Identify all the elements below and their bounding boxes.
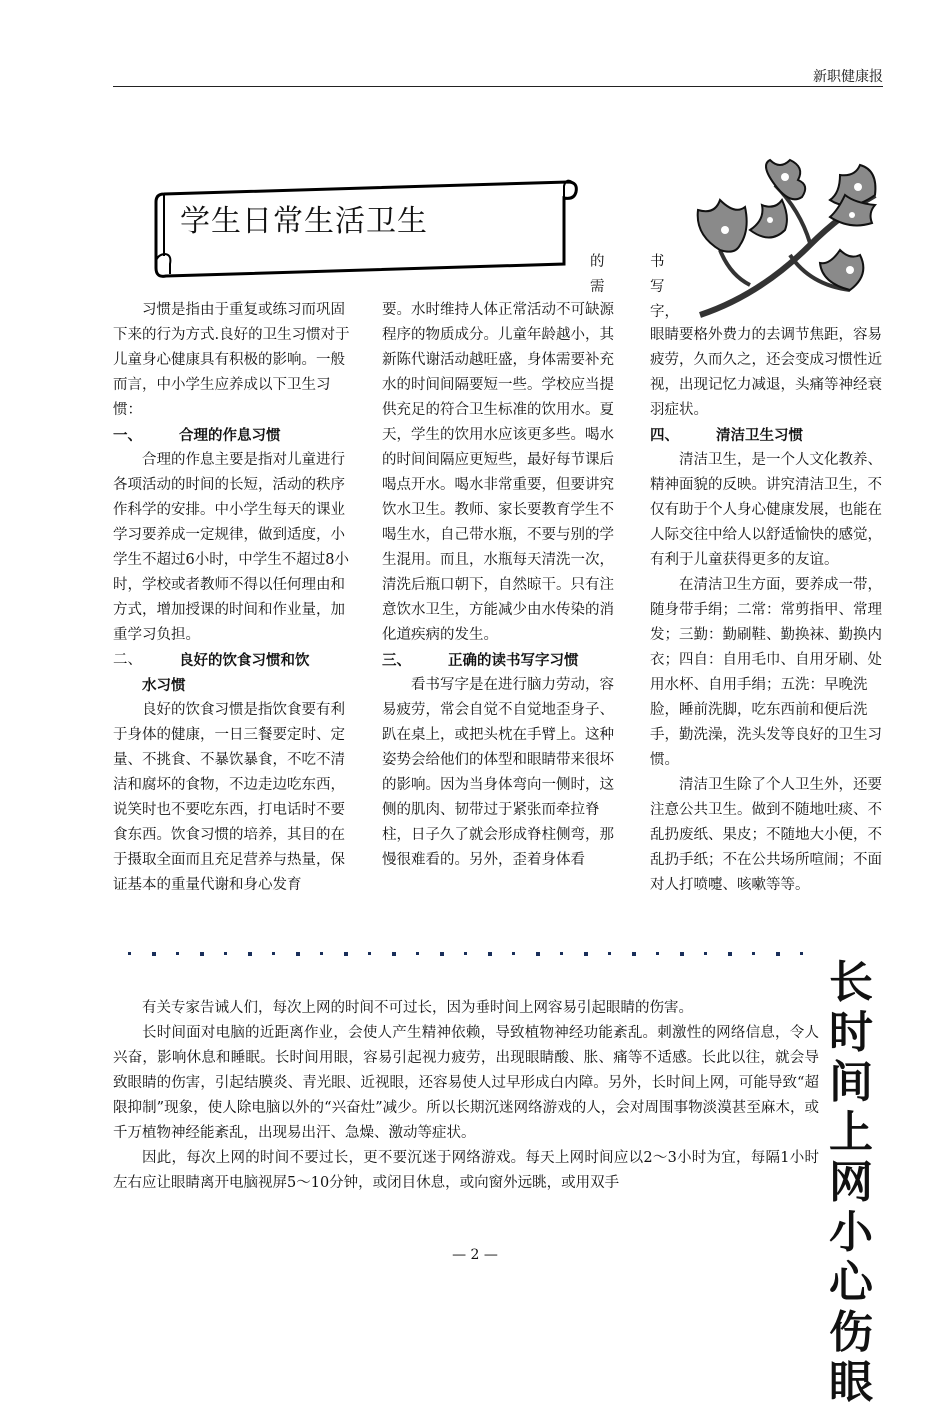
internet-eye-article — [113, 996, 819, 1196]
section-title: 清洁卫生习惯 — [716, 427, 803, 444]
section-heading — [113, 423, 353, 448]
paragraph: 有关专家告诫人们，每次上网的时间不可过长，因为垂时间上网容易引起眼睛的伤害。 — [142, 1000, 693, 1016]
newspaper-title: 新职健康报 — [813, 69, 883, 85]
section-title-continued: 水习惯 — [142, 677, 186, 694]
section-title: 合理的作息习惯 — [179, 427, 281, 444]
paragraph: 清洁卫生除了个人卫生外，还要注意公共卫生。做到不随地吐痰、不乱扔废纸、果皮；不随地大小便，不乱扔手纸；不在公共场所喧闹；不面对人打喷嚏、咳嗽等等。 — [650, 777, 882, 893]
article-column-1 — [113, 298, 353, 898]
paragraph: 要。水时维持人体正常活动不可缺源程序的物质成分。儿童年龄越小，其新陈代谢活动越旺盛，身体需要补充水的时间间隔要短一些。学校应当提供充足的符合卫生标准的饮用水。夏天，学生的饮用水应该更多些。喝水的时间间隔应更短些，最好每节课后喝点开水。喝水非常重要，但要讲究饮水卫生。教师、家长要教育学生不喝生水，自己带水瓶，不要与别的学生混用。而且，水瓶每天清洗一次，清洗后瓶口朝下，自然晾干。只有注意饮水卫生，方能减少由水传染的消化道疾病的发生。 — [382, 302, 614, 643]
paragraph: 清洁卫生，是一个人文化教养、精神面貌的反映。讲究清洁卫生，不仅有助于个人身心健康发展，也能在人际交往中给人以舒适愉快的感觉，有利于儿童获得更多的友谊。 — [650, 452, 882, 568]
title-char: 长 — [829, 957, 873, 1008]
page-number: — 2 — — [452, 1247, 498, 1263]
title-scroll-banner — [150, 172, 580, 284]
title-char: 时 — [829, 1007, 873, 1058]
title-char: 伤 — [829, 1307, 873, 1358]
title-char: 上 — [829, 1107, 873, 1158]
paragraph: 长时间面对电脑的近距离作业，会使人产生精神依赖，导致植物神经功能紊乱。刺激性的网络信息，令人兴奋，影响休息和睡眠。长时间用眼，容易引起视力疲劳，出现眼睛酸、胀、痛等不适感。长此以往，就会导致眼睛的伤害，引起结膜炎、青光眼、近视眼，还容易使人过早形成白内障。另外，长时间上网，可能导致“超限抑制”现象，使人除电脑以外的“兴奋灶”减少。所以长期沉迷网络游戏的人，会对周围事物淡漠甚至麻木，或千万植物神经能紊乱，出现易出汗、急燥、激动等症状。 — [113, 1025, 819, 1141]
paragraph: 眼睛要格外费力的去调节焦距，容易疲劳，久而久之，还会变成习惯性近视，出现记忆力减退，头痛等神经衰羽症状。 — [650, 327, 882, 418]
paragraph: 合理的作息主要是指对儿童进行各项活动的时间的长短，活动的秩序作科学的安排。中小学生每天的课业学习要养成一定规律，做到适度，小学生不超过6小时，中学生不超过8小时，学校或者教师不得以任何理由和方式，增加授课的时间和作业量，加重学习负担。 — [113, 452, 349, 643]
article-title: 学生日常生活卫生 — [180, 204, 428, 239]
leaf-clipart-icon — [690, 155, 880, 320]
article-column-3 — [650, 298, 890, 898]
article-column-2 — [382, 298, 622, 873]
section-heading — [382, 648, 622, 673]
section-number: 三、 — [382, 652, 411, 669]
title-char: 间 — [829, 1057, 873, 1108]
intro-paragraph: 习惯是指由于重复或练习而巩固下来的行为方式.良好的卫生习惯对于儿童身心健康具有积极的影响。一般而言，中小学生应养成以下卫生习惯： — [113, 302, 350, 418]
paragraph: 良好的饮食习惯是指饮食要有利于身体的健康，一日三餐要定时、定量、不挑食、不暴饮暴食，不吃不清洁和腐坏的食物，不边走边吃东西，说笑时也不要吃东西，打电话时不要食东西。饮食习惯的培养，其目的在于摄取全面而且充足营养与热量，保证基本的重量代谢和身心发育 — [113, 702, 345, 893]
section-heading — [650, 423, 890, 448]
stray-char: 的 — [590, 254, 605, 270]
section-number: 一、 — [113, 427, 142, 444]
title-char: 眼 — [829, 1357, 873, 1408]
paragraph: 因此，每次上网的时间不要过长，更不要沉迷于网络游戏。每天上网时间应以2～3小时为宜，每隔1小时左右应让眼睛离开电脑视屏5～10分钟，或闭目休息，或向窗外远眺，或用双手 — [113, 1150, 819, 1191]
title-char: 网 — [829, 1157, 873, 1208]
page-header — [113, 66, 883, 87]
stray-char: 写 — [650, 279, 665, 295]
paragraph: 在清洁卫生方面，要养成一带，随身带手绢；二常：常剪指甲、常理发；三勤：勤刷鞋、勤换袜、勤换内衣；四自：自用毛巾、自用牙刷、处用水杯、自用手绢；五洗：早晚洗脸，睡前洗脚，吃东西前和便后洗手，勤洗澡，洗头发等良好的卫生习惯。 — [650, 577, 882, 768]
section-title: 良好的饮食习惯和饮 — [179, 652, 310, 669]
dotted-divider — [128, 945, 808, 957]
title-char: 心 — [829, 1257, 873, 1308]
title-char: 小 — [829, 1207, 873, 1258]
stray-char: 书 — [650, 254, 665, 270]
section-title: 正确的读书写字习惯 — [448, 652, 579, 669]
paragraph: 看书写字是在进行脑力劳动，容易疲劳，常会自觉不自觉地歪身子、趴在桌上，或把头枕在手臂上。这种姿势会给他们的体型和眼睛带来很坏的影响。因为当身体弯向一侧时，这侧的肌肉、韧带过于紧张而牵拉脊柱，日子久了就会形成脊柱侧弯，那慢很难看的。另外，歪着身体看 — [382, 677, 614, 868]
section-heading — [113, 648, 353, 673]
stray-char: 字， — [650, 304, 679, 320]
section-number: 四、 — [650, 427, 679, 444]
section-number: 二、 — [113, 652, 142, 668]
stray-char: 需 — [590, 279, 605, 295]
vertical-article-title — [820, 958, 882, 1408]
